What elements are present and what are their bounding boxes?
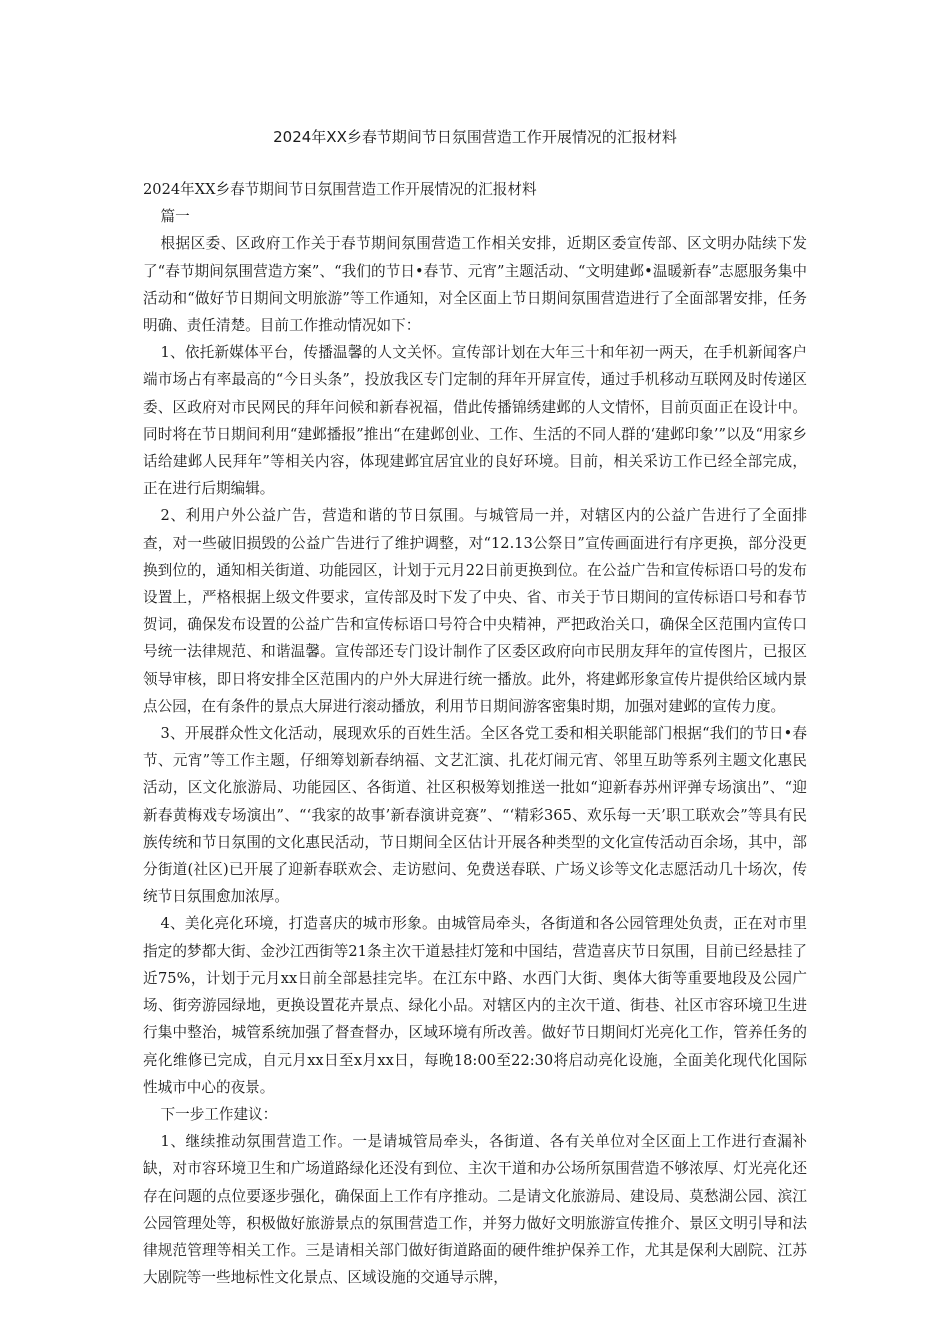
- paragraph-item-1: 1、依托新媒体平台，传播温馨的人文关怀。宣传部计划在大年三十和年初一两天，在手机新闻客户端市场占有率最高的“今日头条”，投放我区专门定制的拜年开屏宣传，通过手机移动互联网及时传递区委、区政府对市民网民的拜年问候和新春祝福，借此传播锦绣建邺的人文情怀，目前页面正在设计中。同时将在节日期间利用“建邺播报”推出“在建邺创业、工作、生活的不同人群的‘建邺印象’”以及“用家乡话给建邺人民拜年”等相关内容，体现建邺宜居宜业的良好环境。目前，相关采访工作已经全部完成，正在进行后期编辑。: [143, 344, 807, 498]
- paragraph-item-3: 3、开展群众性文化活动，展现欢乐的百姓生活。全区各党工委和相关职能部门根据“我们的节日•春节、元宵”等工作主题，仔细筹划新春纳福、文艺汇演、扎花灯闹元宵、邻里互助等系列主题文化惠民活动，区文化旅游局、功能园区、各街道、社区积极筹划推送一批如“迎新春苏州评弹专场演出”、“迎新春黄梅戏专场演出”、“‘我家的故事’新春演讲竞赛”、“‘精彩365、欢乐每一天’职工联欢会”等具有民族传统和节日氛围的文化惠民活动，节日期间全区估计开展各种类型的文化宣传活动百余场，其中，部分街道(社区)已开展了迎新春联欢会、走访慰问、免费送春联、广场义诊等文化志愿活动几十场次，传统节日氛围愈加浓厚。: [143, 725, 807, 906]
- document-body: [143, 176, 807, 1291]
- paragraph-item-4: 4、美化亮化环境，打造喜庆的城市形象。由城管局牵头，各街道和各公园管理处负责，正在对市里指定的梦都大街、金沙江西街等21条主次干道悬挂灯笼和中国结，营造喜庆节日氛围，目前已经悬挂了近75%，计划于元月xx日前全部悬挂完毕。在江东中路、水西门大街、奥体大街等重要地段及公园广场、街旁游园绿地，更换设置花卉景点、绿化小品。对辖区内的主次干道、街巷、社区市容环境卫生进行集中整治，城管系统加强了督查督办，区域环境有所改善。做好节日期间灯光亮化工作，管养任务的亮化维修已完成，自元月xx日至x月xx日，每晚18:00至22:30将启动亮化设施，全面美化现代化国际性城市中心的夜景。: [143, 915, 807, 1096]
- paragraph-item-2: 2、利用户外公益广告，营造和谐的节日氛围。与城管局一并，对辖区内的公益广告进行了全面排查，对一些破旧损毁的公益广告进行了维护调整，对“12.13公祭日”宣传画面进行有序更换，部分没更换到位的，通知相关街道、功能园区，计划于元月22日前更换到位。在公益广告和宣传标语口号的发布设置上，严格根据上级文件要求，宣传部及时下发了中央、省、市关于节日期间的宣传标语口号和春节贺词，确保发布设置的公益广告和宣传标语口号符合中央精神，严把政治关口，确保全区范围内宣传口号统一法律规范、和谐温馨。宣传部还专门设计制作了区委区政府向市民朋友拜年的宣传图片，已报区领导审核，即日将安排全区范围内的户外大屏进行统一播放。此外，将建邺形象宣传片提供给区域内景点公园，在有条件的景点大屏进行滚动播放，利用节日期间游客密集时期，加强对建邺的宣传力度。: [143, 507, 807, 715]
- paragraph-intro: 根据区委、区政府工作关于春节期间氛围营造工作相关安排，近期区委宣传部、区文明办陆续下发了“春节期间氛围营造方案”、“我们的节日•春节、元宵”主题活动、“文明建邺•温暖新春”志愿服务集中活动和“做好节日期间文明旅游”等工作通知，对全区面上节日期间氛围营造进行了全面部署安排，任务明确、责任清楚。目前工作推动情况如下：: [143, 235, 807, 335]
- section-label: 篇一: [160, 208, 190, 226]
- paragraph-suggestion-1: 1、继续推动氛围营造工作。一是请城管局牵头，各街道、各有关单位对全区面上工作进行查漏补缺，对市容环境卫生和广场道路绿化还没有到位、主次干道和办公场所氛围营造不够浓厚、灯光亮化还存在问题的点位要逐步强化，确保面上工作有序推动。二是请文化旅游局、建设局、莫愁湖公园、滨江公园管理处等，积极做好旅游景点的氛围营造工作，并努力做好文明旅游宣传推介、景区文明引导和法律规范管理等相关工作。三是请相关部门做好街道路面的硬件维护保养工作，尤其是保利大剧院、江苏大剧院等一些地标性文化景点、区域设施的交通导示牌，: [143, 1133, 807, 1287]
- document-subtitle: 2024年XX乡春节期间节日氛围营造工作开展情况的汇报材料: [143, 181, 537, 198]
- next-steps-heading: 下一步工作建议：: [160, 1105, 278, 1123]
- document-title: 2024年XX乡春节期间节日氛围营造工作开展情况的汇报材料: [273, 128, 677, 146]
